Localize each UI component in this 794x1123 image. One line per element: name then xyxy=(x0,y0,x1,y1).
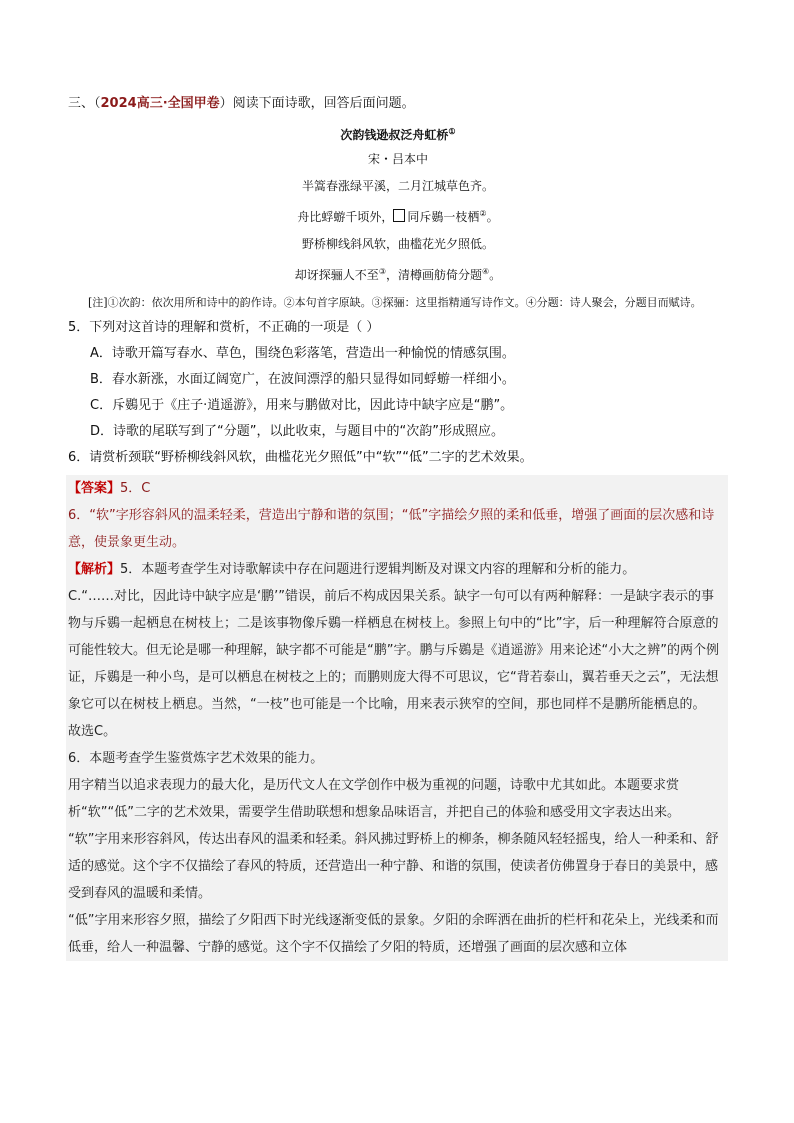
answer-tag: 【答案】 xyxy=(68,481,121,496)
option-a: A．诗歌开篇写春水、草色，围绕色彩落笔，营造出一种愉悦的情感氛围。 xyxy=(90,346,515,361)
poem-line-3: 野桥柳线斜风软，曲槛花光夕照低。 xyxy=(301,237,494,251)
poem-author: 宋・吕本中 xyxy=(367,152,428,166)
option-d: D．诗歌的尾联写到了“分题”，以此收束，与题目中的“次韵”形成照应。 xyxy=(90,424,504,439)
source-label: 2024高三·全国甲卷 xyxy=(100,96,220,111)
analysis-q5-conclusion: 故选C。 xyxy=(68,724,117,739)
analysis-q5-body: C.“……对比，因此诗中缺字应是‘鹏’”错误，前后不构成因果关系。缺字一句可以有两种解释：一是缺字表示的事物与斥鷃一起栖息在树枝上；二是该事物像斥鷃一样栖息在树枝上。参照上句中的“比”字，后一种理解符合原意的可能性较大。但无论是哪一种理解，缺字都不可能是“鹏”字。鹏与斥鷃是《逍遥游》用来论述“小大之辨”的两个例证，斥鷃是一种小鸟，是可以栖息在树枝之上的；而鹏则庞大得不可思议，它“背若泰山，翼若垂天之云”，无法想象它可以在树枝上栖息。当然，“一枝”也可能是一个比喻，用来表示狭窄的空间，那也同样不是鹏所能栖息的。 xyxy=(68,589,719,712)
analysis-q6-head: 6．本题考查学生鉴赏炼字艺术效果的能力。 xyxy=(68,751,324,766)
option-c: C．斥鷃见于《庄子·逍遥游》，用来与鹏做对比，因此诗中缺字应是“鹏”。 xyxy=(90,398,514,413)
answer-q6: 6．“软”字形容斜风的温柔轻柔，营造出宁静和谐的氛围；“低”字描绘夕照的柔和低垂，增强了画面的层次感和诗意，使景象更生动。 xyxy=(68,508,715,550)
poem-line-1: 半篙春涨绿平溪，二月江城草色齐。 xyxy=(301,179,494,193)
footnote-marker: ④ xyxy=(482,267,490,276)
analysis-q6-paragraph-2: “软”字用来形容斜风，传达出春风的温柔和轻柔。斜风拂过野桥上的柳条，柳条随风轻轻摇曳，给人一种柔和、舒适的感觉。这个字不仅描绘了春风的特质，还营造出一种宁静、和谐的氛围，使读者仿佛置身于春日的美景中，感受到春风的温暖和柔情。 xyxy=(68,832,719,901)
option-b: B．春水新涨，水面辽阔宽广，在波间漂浮的船只显得如同蜉蝣一样细小。 xyxy=(90,372,515,387)
analysis-q6-paragraph-1: 用字精当以追求表现力的最大化，是历代文人在文学创作中极为重视的问题，诗歌中尤其如此。本题要求赏析“软”“低”二字的艺术效果，需要学生借助联想和想象品味语言，并把自己的体验和感受用文字表达出来。 xyxy=(68,778,680,820)
missing-character-box xyxy=(393,209,405,222)
section-prefix: 三、（ xyxy=(68,96,101,111)
answer-section xyxy=(66,475,728,961)
analysis-tag: 【解析】 xyxy=(68,562,121,577)
poem xyxy=(68,120,728,289)
question-6-stem: 6．请赏析颈联“野桥柳线斜风软，曲槛花光夕照低”中“软”“低”二字的艺术效果。 xyxy=(68,450,533,465)
poem-title: 次韵钱逊叔泛舟虹桥① xyxy=(340,126,456,142)
section-instruction: ）阅读下面诗歌，回答后面问题。 xyxy=(219,96,415,111)
footnote-marker: ① xyxy=(448,126,456,136)
question-5-stem: 5．下列对这首诗的理解和赏析，不正确的一项是（ ） xyxy=(68,320,380,335)
footnote-marker: ② xyxy=(479,209,487,218)
poem-line-4: 却讶探骊人不至③，清樽画舫倚分题④。 xyxy=(294,267,502,282)
footnote-marker: ③ xyxy=(378,267,386,276)
analysis-q6-paragraph-3: “低”字用来形容夕照，描绘了夕阳西下时光线逐渐变低的景象。夕阳的余晖洒在曲折的栏杆和花朵上，光线柔和而低垂，给人一种温馨、宁静的感觉。这个字不仅描绘了夕阳的特质，还增强了画面的层次感和立体 xyxy=(68,913,719,955)
analysis-q5-head: 【解析】5．本题考查学生对诗歌解读中存在问题进行逻辑判断及对课文内容的理解和分析的能力。 xyxy=(68,562,636,577)
section-heading xyxy=(68,94,728,114)
poem-notes: [注]①次韵：依次用所和诗中的韵作诗。②本句首字原缺。③探骊：这里指精通写诗作文。④分题：诗人聚会，分题目而赋诗。 xyxy=(88,296,702,309)
analysis-section xyxy=(68,556,726,961)
poem-line-2: 舟比蜉蝣千顷外， 同斥鷃一枝栖②。 xyxy=(297,209,499,224)
answer-line xyxy=(68,475,726,502)
answer-q5: 5．C xyxy=(120,481,151,496)
document-page xyxy=(68,94,728,961)
